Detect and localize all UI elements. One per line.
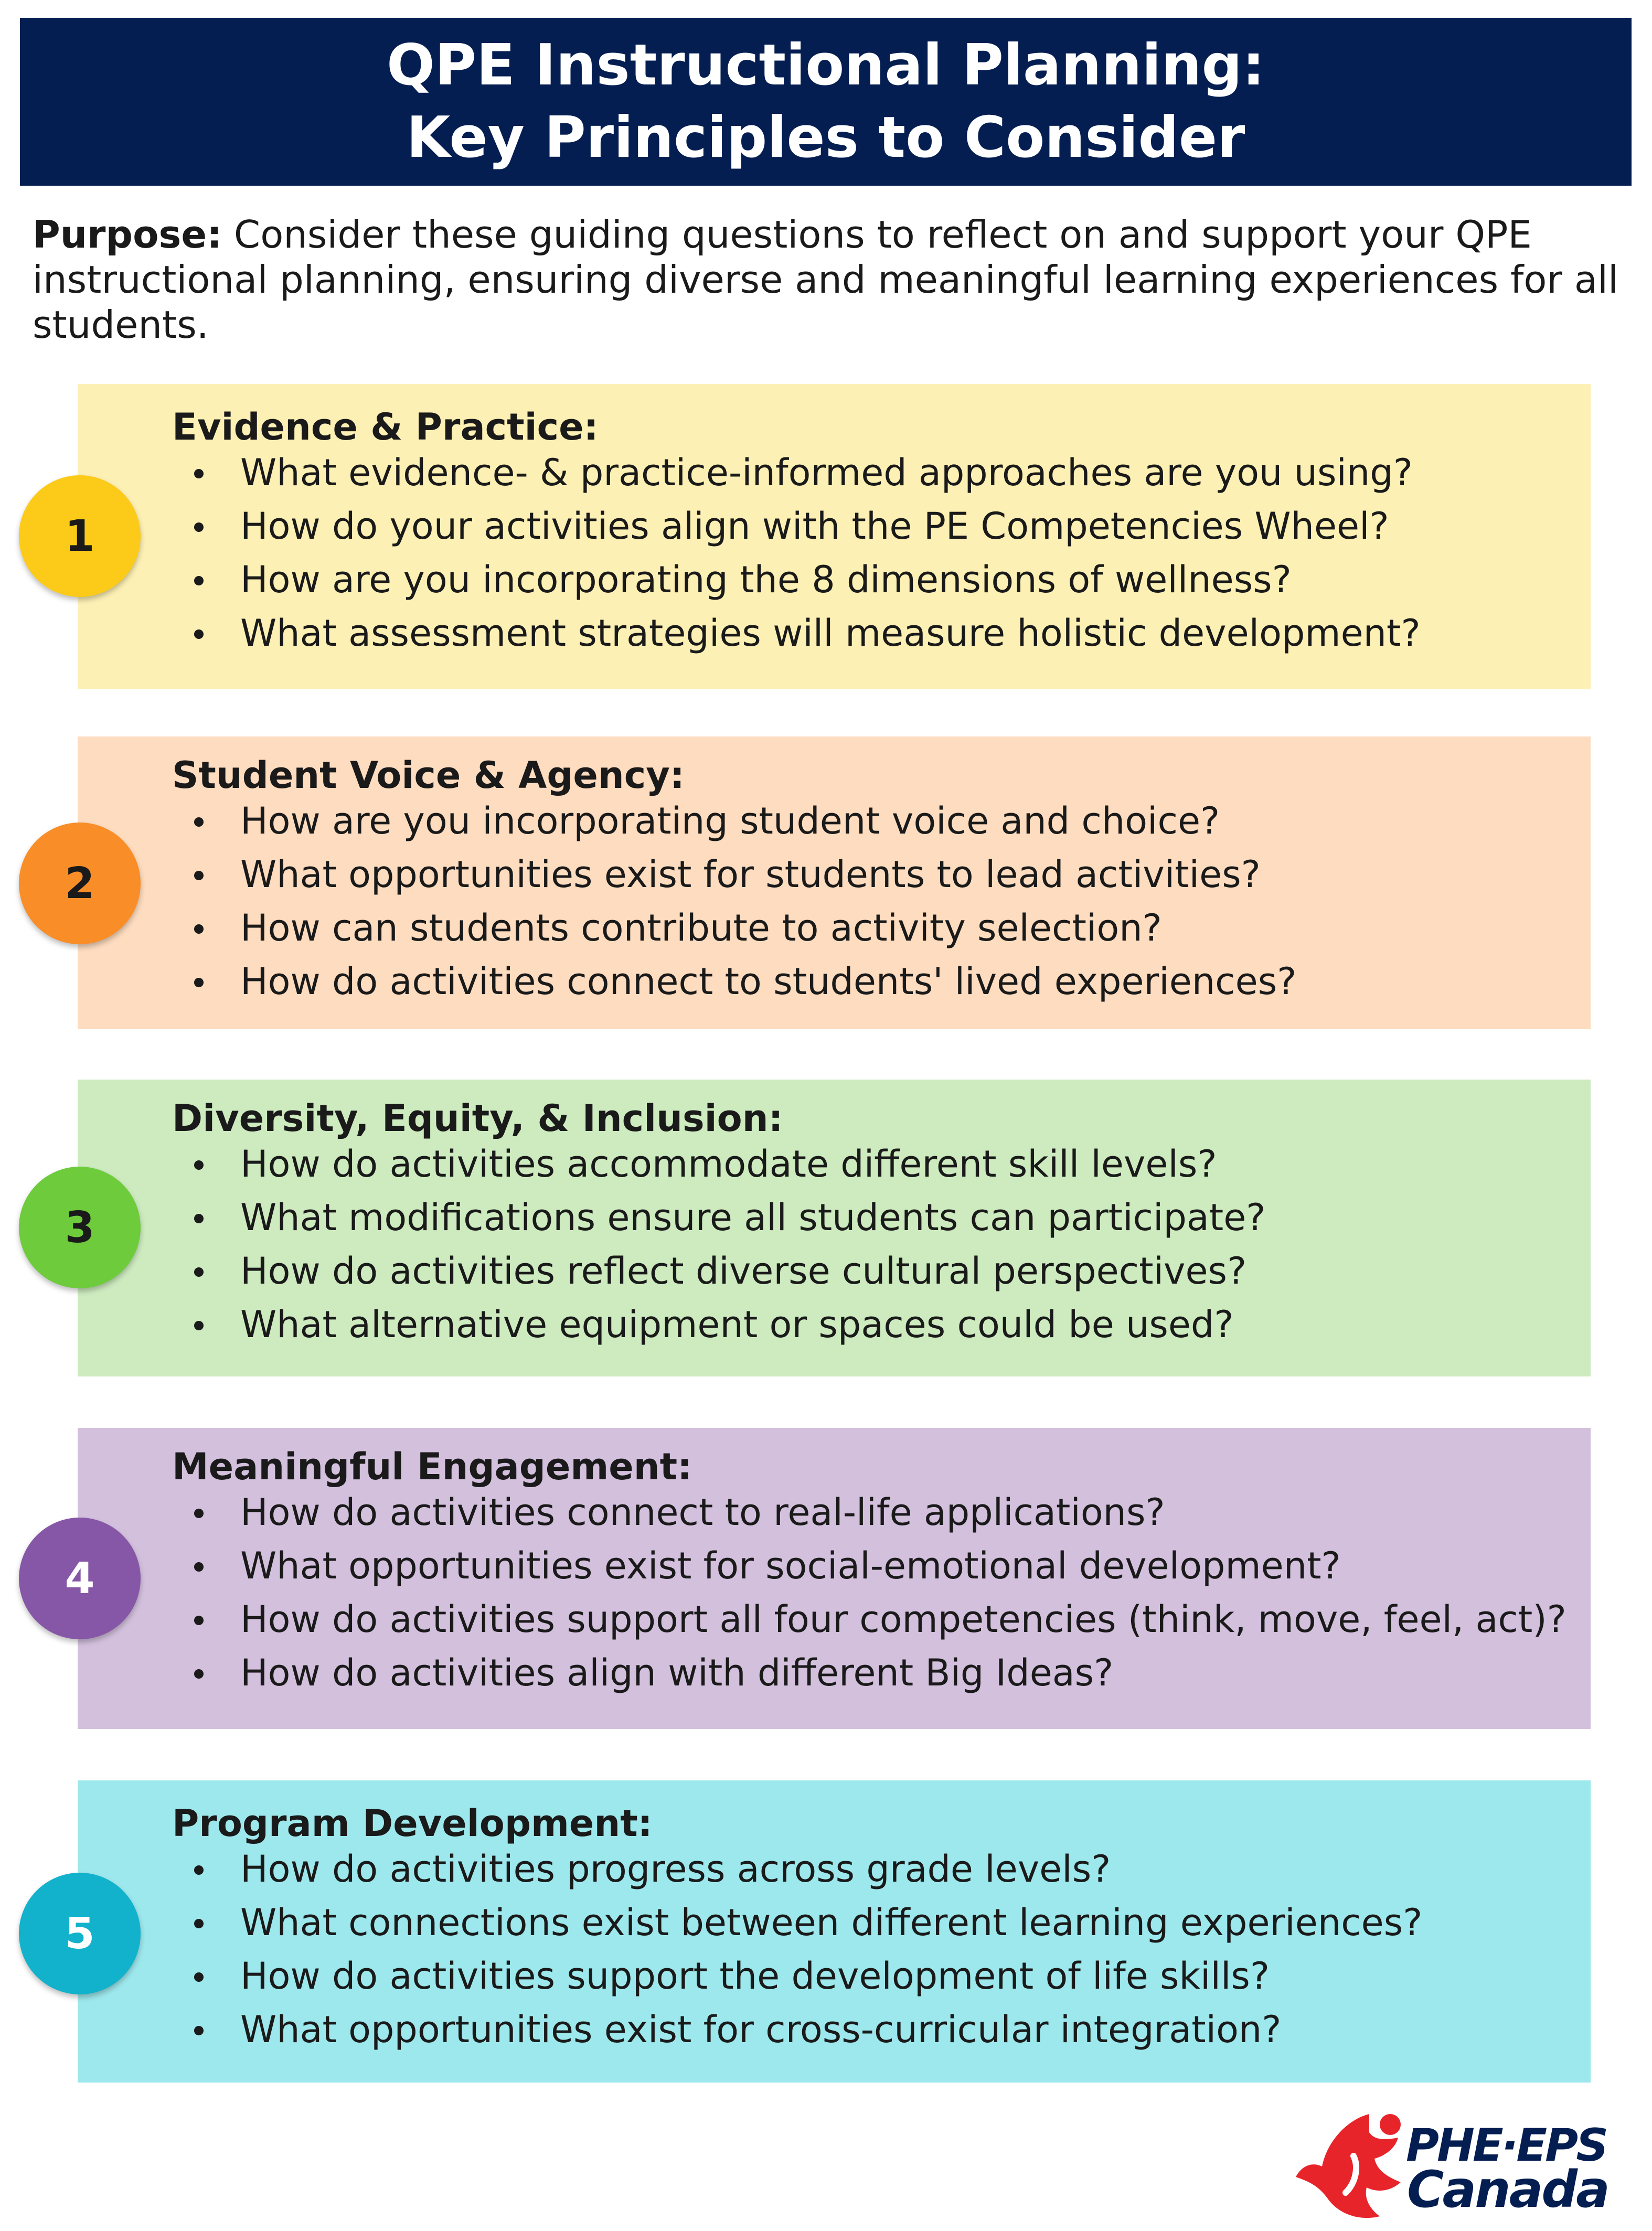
maple-leaf-figure-icon [1291, 2109, 1411, 2224]
question-text: How can students contribute to activity selection? [240, 906, 1162, 949]
list-item [177, 1949, 1422, 2003]
question-text: What evidence- & practice-informed approaches are you using? [240, 451, 1413, 494]
list-item [177, 2003, 1422, 2056]
question-text: What alternative equipment or spaces could be used? [240, 1303, 1234, 1346]
list-item [177, 1191, 1265, 1244]
bullet-icon [194, 1919, 204, 1928]
question-text: What assessment strategies will measure holistic development? [240, 612, 1421, 655]
list-item [177, 1298, 1265, 1351]
bullet-icon [194, 576, 204, 585]
question-text: What opportunities exist for cross-curricular integration? [240, 2008, 1282, 2051]
list-item [177, 553, 1421, 606]
question-text: How do activities reflect diverse cultural perspectives? [240, 1250, 1247, 1293]
bullet-icon [194, 1972, 204, 1982]
question-text: What opportunities exist for students to lead activities? [240, 853, 1261, 896]
list-item [177, 446, 1421, 499]
question-list [177, 1842, 1422, 2056]
list-item [177, 1137, 1265, 1191]
question-text: How do activities support the development of life skills? [240, 1955, 1270, 1998]
logo-text-line-2: Canada [1407, 2160, 1608, 2219]
question-text: How do activities connect to students' lived experiences? [240, 960, 1297, 1003]
bullet-icon [194, 978, 204, 987]
section-number-badge: 3 [19, 1167, 141, 1288]
bullet-icon [194, 1321, 204, 1330]
question-text: How do your activities align with the PE Competencies Wheel? [240, 505, 1389, 548]
principle-card-diversity-equity-inclusion [78, 1080, 1591, 1376]
question-text: What modifications ensure all students can participate? [240, 1196, 1266, 1239]
list-item [177, 1486, 1566, 1539]
section-title: Evidence & Practice: [172, 405, 599, 449]
section-number-badge: 1 [19, 475, 141, 597]
list-item [177, 1593, 1566, 1646]
page-title-line-1: QPE Instructional Planning: [387, 33, 1265, 98]
bullet-icon [194, 1616, 204, 1625]
logo-text-line-1: PHE·EPS [1406, 2119, 1607, 2172]
bullet-icon [194, 1509, 204, 1518]
bullet-icon [194, 1160, 204, 1170]
question-text: What connections exist between different learning experiences? [240, 1901, 1423, 1944]
list-item [177, 901, 1296, 955]
bullet-icon [194, 469, 204, 478]
principle-card-program-development [78, 1780, 1591, 2083]
question-text: How are you incorporating student voice and choice? [240, 799, 1220, 842]
section-title: Student Voice & Agency: [172, 754, 685, 797]
question-text: What opportunities exist for social-emotional development? [240, 1544, 1341, 1587]
list-item [177, 955, 1296, 1008]
page-title-line-2: Key Principles to Consider [406, 105, 1245, 170]
bullet-icon [194, 1214, 204, 1223]
bullet-icon [194, 522, 204, 532]
section-number-badge: 4 [19, 1518, 141, 1639]
question-text: How do activities accommodate different skill levels? [240, 1143, 1217, 1186]
question-list [177, 1137, 1265, 1351]
bullet-icon [194, 1562, 204, 1572]
list-item [177, 606, 1421, 660]
question-list [177, 1486, 1566, 1700]
purpose-text: Consider these guiding questions to reflect on and support your QPE instructional planning, ensuring diverse and meaningful learning experiences for all students. [33, 212, 1618, 347]
list-item [177, 1244, 1265, 1298]
question-list [177, 446, 1421, 660]
bullet-icon [194, 629, 204, 639]
bullet-icon [194, 1669, 204, 1679]
purpose-label: Purpose: [33, 212, 222, 257]
principle-card-student-voice [78, 736, 1591, 1029]
question-text: How do activities support all four competencies (think, move, feel, act)? [240, 1598, 1566, 1641]
purpose-paragraph [33, 212, 1627, 347]
question-text: How do activities connect to real-life applications? [240, 1491, 1165, 1534]
list-item [177, 1646, 1566, 1700]
principle-card-meaningful-engagement [78, 1428, 1591, 1729]
bullet-icon [194, 817, 204, 827]
section-title: Program Development: [172, 1802, 653, 1845]
principle-card-evidence-practice [78, 384, 1591, 689]
list-item [177, 1842, 1422, 1896]
bullet-icon [194, 1865, 204, 1875]
list-item [177, 1896, 1422, 1949]
list-item [177, 848, 1296, 901]
question-text: How do activities progress across grade levels? [240, 1848, 1111, 1891]
section-number-badge: 5 [19, 1873, 141, 1994]
page-header [20, 18, 1632, 186]
question-text: How are you incorporating the 8 dimensions of wellness? [240, 558, 1292, 601]
bullet-icon [194, 871, 204, 880]
list-item [177, 499, 1421, 553]
bullet-icon [194, 924, 204, 934]
list-item [177, 1539, 1566, 1593]
section-title: Diversity, Equity, & Inclusion: [172, 1097, 783, 1140]
phe-eps-canada-logo [1291, 2109, 1626, 2229]
section-title: Meaningful Engagement: [172, 1445, 692, 1488]
bullet-icon [194, 2026, 204, 2035]
bullet-icon [194, 1267, 204, 1277]
section-number-badge: 2 [19, 823, 141, 944]
question-text: How do activities align with different Big Ideas? [240, 1651, 1114, 1694]
question-list [177, 794, 1296, 1008]
list-item [177, 794, 1296, 848]
